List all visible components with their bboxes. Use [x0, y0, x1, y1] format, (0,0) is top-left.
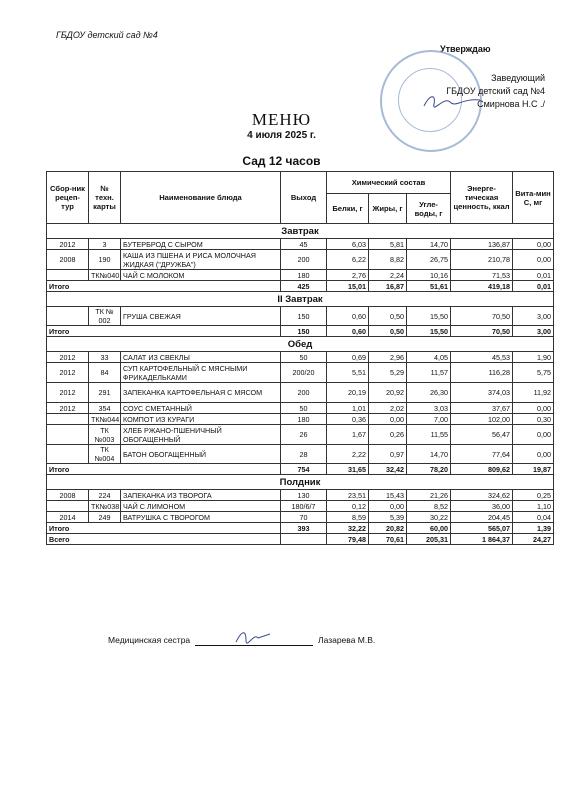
col-proteins: Белки, г: [327, 194, 369, 224]
cell-proteins: 8,59: [327, 512, 369, 523]
cell-proteins: 0,36: [327, 414, 369, 425]
cell-carbs: 4,05: [407, 352, 451, 363]
cell-carbs: 26,30: [407, 383, 451, 403]
table-row: [47, 501, 554, 512]
cell-energy: 136,87: [451, 239, 513, 250]
cell-dish: ГРУША СВЕЖАЯ: [121, 307, 281, 326]
table-row: [47, 445, 554, 464]
cell-card: ТК №004: [89, 445, 121, 464]
cell-dish: ВАТРУШКА С ТВОРОГОМ: [121, 512, 281, 523]
cell-vitamin: 0,00: [513, 425, 554, 445]
table-row: [47, 490, 554, 501]
cell-recipe: [47, 307, 89, 326]
total-energy: 70,50: [451, 326, 513, 337]
cell-recipe: 2012: [47, 383, 89, 403]
total-carbs: 78,20: [407, 464, 451, 475]
cell-card: 190: [89, 250, 121, 270]
total-row: [47, 281, 554, 292]
cell-recipe: [47, 501, 89, 512]
cell-recipe: 2012: [47, 403, 89, 414]
total-carbs: 15,50: [407, 326, 451, 337]
cell-fats: 8,82: [369, 250, 407, 270]
total-label: Итого: [47, 281, 281, 292]
cell-energy: 45,53: [451, 352, 513, 363]
cell-energy: 37,67: [451, 403, 513, 414]
total-vitamin: 0,01: [513, 281, 554, 292]
table-row: [47, 250, 554, 270]
total-energy: 419,18: [451, 281, 513, 292]
total-proteins: 15,01: [327, 281, 369, 292]
cell-proteins: 0,69: [327, 352, 369, 363]
total-fats: 16,87: [369, 281, 407, 292]
total-vitamin: 19,87: [513, 464, 554, 475]
cell-dish: ЗАПЕКАНКА ИЗ ТВОРОГА: [121, 490, 281, 501]
cell-output: 50: [281, 352, 327, 363]
cell-vitamin: 1,10: [513, 501, 554, 512]
cell-fats: 0,00: [369, 414, 407, 425]
cell-dish: КОМПОТ ИЗ КУРАГИ: [121, 414, 281, 425]
table-row: [47, 414, 554, 425]
cell-output: 180: [281, 414, 327, 425]
cell-card: ТК№040: [89, 270, 121, 281]
cell-output: 200/20: [281, 363, 327, 383]
cell-carbs: 14,70: [407, 239, 451, 250]
cell-carbs: 8,52: [407, 501, 451, 512]
grand-total-energy: 1 864,37: [451, 534, 513, 545]
cell-energy: 210,78: [451, 250, 513, 270]
cell-recipe: 2008: [47, 490, 89, 501]
cell-dish: ХЛЕБ РЖАНО-ПШЕНИЧНЫЙ ОБОГАЩЕННЫЙ: [121, 425, 281, 445]
cell-fats: 2,02: [369, 403, 407, 414]
grand-total-fats: 70,61: [369, 534, 407, 545]
cell-vitamin: 0,00: [513, 445, 554, 464]
cell-fats: 2,24: [369, 270, 407, 281]
cell-dish: СОУС СМЕТАННЫЙ: [121, 403, 281, 414]
cell-proteins: 23,51: [327, 490, 369, 501]
grand-total-proteins: 79,48: [327, 534, 369, 545]
cell-vitamin: 0,25: [513, 490, 554, 501]
cell-output: 180/6/7: [281, 501, 327, 512]
total-carbs: 60,00: [407, 523, 451, 534]
cell-energy: 102,00: [451, 414, 513, 425]
section-title: Полдник: [47, 475, 554, 490]
menu-subtitle: Сад 12 часов: [242, 154, 321, 168]
cell-vitamin: 0,04: [513, 512, 554, 523]
cell-proteins: 0,60: [327, 307, 369, 326]
total-label: Итого: [47, 464, 281, 475]
approve-label: Утверждаю: [440, 44, 491, 54]
col-carbs: Угле-воды, г: [407, 194, 451, 224]
cell-output: 45: [281, 239, 327, 250]
cell-recipe: 2012: [47, 363, 89, 383]
cell-vitamin: 11,92: [513, 383, 554, 403]
nurse-label: Медицинская сестра: [108, 635, 191, 645]
cell-dish: БАТОН ОБОГАЩЕННЫЙ: [121, 445, 281, 464]
col-chem: Химический состав: [327, 172, 451, 194]
cell-proteins: 0,12: [327, 501, 369, 512]
cell-proteins: 2,22: [327, 445, 369, 464]
cell-card: 84: [89, 363, 121, 383]
cell-fats: 5,39: [369, 512, 407, 523]
total-vitamin: 3,00: [513, 326, 554, 337]
table-row: [47, 307, 554, 326]
section-header: [47, 224, 554, 239]
cell-fats: 2,96: [369, 352, 407, 363]
cell-dish: ЧАЙ С МОЛОКОМ: [121, 270, 281, 281]
cell-recipe: 2014: [47, 512, 89, 523]
cell-output: 150: [281, 307, 327, 326]
total-fats: 20,82: [369, 523, 407, 534]
menu-table: [46, 171, 554, 545]
cell-card: ТК №003: [89, 425, 121, 445]
cell-recipe: [47, 414, 89, 425]
cell-fats: 5,81: [369, 239, 407, 250]
head-name: Смирнова Н.С ./: [477, 99, 545, 109]
cell-vitamin: 1,90: [513, 352, 554, 363]
cell-output: 70: [281, 512, 327, 523]
total-output: 754: [281, 464, 327, 475]
cell-dish: КАША ИЗ ПШЕНА И РИСА МОЛОЧНАЯ ЖИДКАЯ ("ДРУЖБА"): [121, 250, 281, 270]
total-output: 150: [281, 326, 327, 337]
cell-dish: СУП КАРТОФЕЛЬНЫЙ С МЯСНЫМИ ФРИКАДЕЛЬКАМИ: [121, 363, 281, 383]
total-proteins: 31,65: [327, 464, 369, 475]
total-proteins: 0,60: [327, 326, 369, 337]
cell-fats: 5,29: [369, 363, 407, 383]
table-row: [47, 383, 554, 403]
cell-carbs: 21,26: [407, 490, 451, 501]
table-row: [47, 363, 554, 383]
total-row: [47, 464, 554, 475]
table-row: [47, 239, 554, 250]
cell-carbs: 30,22: [407, 512, 451, 523]
cell-card: 3: [89, 239, 121, 250]
cell-vitamin: 3,00: [513, 307, 554, 326]
cell-fats: 15,43: [369, 490, 407, 501]
cell-dish: САЛАТ ИЗ СВЕКЛЫ: [121, 352, 281, 363]
nurse-name: Лазарева М.В.: [318, 635, 376, 645]
cell-carbs: 14,70: [407, 445, 451, 464]
section-title: Завтрак: [47, 224, 554, 239]
cell-card: 354: [89, 403, 121, 414]
col-dish: Наименование блюда: [121, 172, 281, 224]
total-label: Итого: [47, 326, 281, 337]
cell-proteins: 2,76: [327, 270, 369, 281]
total-energy: 565,07: [451, 523, 513, 534]
cell-fats: 20,92: [369, 383, 407, 403]
cell-vitamin: 5,75: [513, 363, 554, 383]
grand-total-vitamin: 24,27: [513, 534, 554, 545]
cell-vitamin: 0,01: [513, 270, 554, 281]
total-fats: 32,42: [369, 464, 407, 475]
cell-card: ТК № 002: [89, 307, 121, 326]
total-vitamin: 1,39: [513, 523, 554, 534]
cell-recipe: [47, 270, 89, 281]
cell-dish: БУТЕРБРОД С СЫРОМ: [121, 239, 281, 250]
table-row: [47, 403, 554, 414]
cell-recipe: 2008: [47, 250, 89, 270]
total-fats: 0,50: [369, 326, 407, 337]
cell-dish: ЗАПЕКАНКА КАРТОФЕЛЬНАЯ С МЯСОМ: [121, 383, 281, 403]
col-card: № техн. карты: [89, 172, 121, 224]
cell-carbs: 11,55: [407, 425, 451, 445]
cell-proteins: 6,03: [327, 239, 369, 250]
nurse-signature: [232, 626, 272, 646]
total-row: [47, 523, 554, 534]
total-output: 393: [281, 523, 327, 534]
grand-total-carbs: 205,31: [407, 534, 451, 545]
section-title: Обед: [47, 337, 554, 352]
cell-fats: 0,97: [369, 445, 407, 464]
cell-carbs: 10,16: [407, 270, 451, 281]
cell-energy: 204,45: [451, 512, 513, 523]
cell-recipe: [47, 425, 89, 445]
head-organization: ГБДОУ детский сад №4: [446, 86, 545, 96]
cell-vitamin: 0,00: [513, 403, 554, 414]
col-output: Выход: [281, 172, 327, 224]
col-fats: Жиры, г: [369, 194, 407, 224]
col-energy: Энерге-тическая ценность, ккал: [451, 172, 513, 224]
grand-total-row: [47, 534, 554, 545]
grand-total-output: [281, 534, 327, 545]
cell-recipe: 2012: [47, 352, 89, 363]
cell-card: 224: [89, 490, 121, 501]
total-carbs: 51,61: [407, 281, 451, 292]
cell-fats: 0,26: [369, 425, 407, 445]
total-energy: 809,62: [451, 464, 513, 475]
head-position: Заведующий: [491, 73, 545, 83]
cell-energy: 77,64: [451, 445, 513, 464]
cell-carbs: 7,00: [407, 414, 451, 425]
organization-name: ГБДОУ детский сад №4: [56, 30, 158, 40]
section-header: [47, 292, 554, 307]
cell-proteins: 1,01: [327, 403, 369, 414]
cell-output: 200: [281, 383, 327, 403]
section-header: [47, 337, 554, 352]
cell-vitamin: 0,00: [513, 250, 554, 270]
cell-recipe: 2012: [47, 239, 89, 250]
cell-recipe: [47, 445, 89, 464]
page-title: МЕНЮ: [251, 110, 312, 129]
cell-carbs: 11,57: [407, 363, 451, 383]
cell-output: 130: [281, 490, 327, 501]
cell-fats: 0,00: [369, 501, 407, 512]
cell-card: 33: [89, 352, 121, 363]
cell-proteins: 6,22: [327, 250, 369, 270]
cell-energy: 56,47: [451, 425, 513, 445]
cell-proteins: 20,19: [327, 383, 369, 403]
table-row: [47, 512, 554, 523]
cell-output: 200: [281, 250, 327, 270]
cell-carbs: 3,03: [407, 403, 451, 414]
cell-energy: 374,03: [451, 383, 513, 403]
grand-total-label: Всего: [47, 534, 281, 545]
cell-fats: 0,50: [369, 307, 407, 326]
section-header: [47, 475, 554, 490]
total-label: Итого: [47, 523, 281, 534]
cell-card: ТК№044: [89, 414, 121, 425]
total-proteins: 32,22: [327, 523, 369, 534]
total-row: [47, 326, 554, 337]
cell-vitamin: 0,00: [513, 239, 554, 250]
total-output: 425: [281, 281, 327, 292]
cell-card: ТК№038: [89, 501, 121, 512]
cell-output: 28: [281, 445, 327, 464]
cell-carbs: 26,75: [407, 250, 451, 270]
section-title: II Завтрак: [47, 292, 554, 307]
cell-energy: 324,62: [451, 490, 513, 501]
table-row: [47, 270, 554, 281]
cell-output: 26: [281, 425, 327, 445]
cell-energy: 70,50: [451, 307, 513, 326]
table-row: [47, 425, 554, 445]
cell-output: 50: [281, 403, 327, 414]
table-row: [47, 352, 554, 363]
cell-energy: 116,28: [451, 363, 513, 383]
cell-energy: 71,53: [451, 270, 513, 281]
menu-date: 4 июля 2025 г.: [247, 130, 316, 141]
col-vitamin: Вита-мин С, мг: [513, 172, 554, 224]
cell-vitamin: 0,30: [513, 414, 554, 425]
cell-carbs: 15,50: [407, 307, 451, 326]
cell-proteins: 1,67: [327, 425, 369, 445]
cell-energy: 36,00: [451, 501, 513, 512]
cell-card: 249: [89, 512, 121, 523]
col-recipe: Сбор-ник рецеп-тур: [47, 172, 89, 224]
menu-body: [47, 224, 554, 545]
cell-dish: ЧАЙ С ЛИМОНОМ: [121, 501, 281, 512]
cell-card: 291: [89, 383, 121, 403]
cell-output: 180: [281, 270, 327, 281]
cell-proteins: 5,51: [327, 363, 369, 383]
